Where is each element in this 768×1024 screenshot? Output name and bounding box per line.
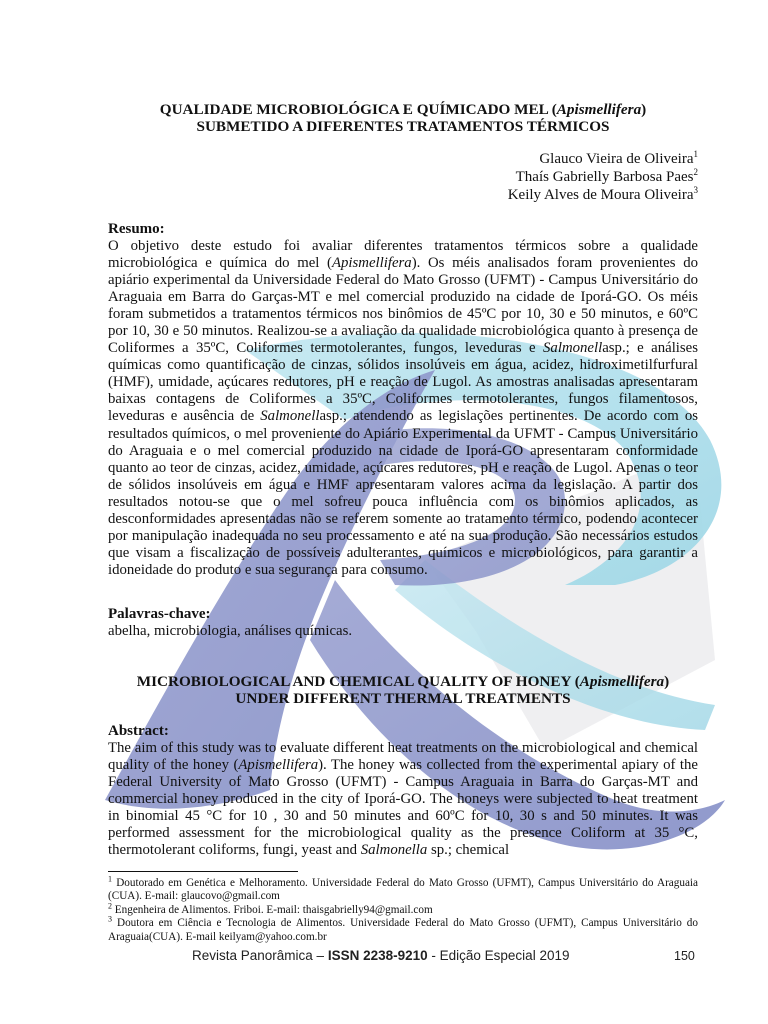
author-2	[108, 168, 698, 186]
abstract-species: Apismellifera	[238, 757, 319, 774]
author-footnote-mark: 3	[693, 185, 698, 195]
abstract-genus: Salmonella	[360, 842, 428, 859]
footnote-text: Engenheira de Alimentos. Friboi. E-mail: thaisgabrielly94@gmail.com	[112, 903, 433, 916]
resumo-heading: Resumo:	[108, 221, 165, 237]
journal-issn: ISSN 2238-9210	[327, 948, 428, 963]
footnote-number: 1	[108, 874, 112, 884]
abstract-section	[108, 723, 698, 859]
abstract-text-part: sp.; chemical	[427, 842, 510, 859]
title-en-species: Apismellifera	[579, 673, 665, 690]
title-en-line1-prefix: MICROBIOLOGICAL AND CHEMICAL QUALITY OF HONEY (	[136, 673, 580, 690]
title-pt-line1-prefix: QUALIDADE MICROBIOLÓGICA E QUÍMICADO MEL (	[159, 101, 557, 118]
author-name: Thaís Gabrielly Barbosa Paes	[515, 169, 694, 185]
resumo-text	[108, 238, 698, 579]
title-pt-line2: SUBMETIDO A DIFERENTES TRATAMENTOS TÉRMICOS	[196, 118, 610, 135]
title-pt-species: Apismellifera	[556, 101, 642, 118]
footnotes	[108, 874, 698, 944]
resumo-species: Apismellifera	[331, 255, 412, 272]
author-1	[108, 150, 698, 168]
journal-name: Revista Panorâmica –	[192, 948, 328, 963]
abstract-text-part: The aim of this study was to evaluate different heat treatments on the microbiological and chemical quality of the honey (	[108, 740, 698, 774]
footnote-text: Doutorado em Genética e Melhoramento. Universidade Federal do Mato Grosso (UFMT), Campus Universitário do Araguaia (CUA). E-mail: glaucovo@gmail.com	[108, 877, 698, 903]
author-name: Glauco Vieira de Oliveira	[539, 151, 694, 167]
page-number: 150	[674, 949, 695, 963]
abstract-text-part: ). The honey was collected from the experimental apiary of the Federal University of Mato Grosso (UFMT) - Campus Araguaia in Barra do Garças-MT and commercial honey produced in the city of Iporá-GO. The honeys were subjected to heat treatment in binomial 45 °C for 10 , 30 and 50 minutes and 60ºC for 10, 30 s and 50 minutes. It was performed assessment for the microbiological quality as the presence Coliform at 35 °C, thermotolerant coliforms, fungi, yeast and	[108, 757, 698, 859]
footnote-2	[108, 901, 698, 917]
author-name: Keily Alves de Moura Oliveira	[507, 187, 694, 203]
author-footnote-mark: 1	[693, 149, 698, 159]
footnote-3	[108, 914, 698, 944]
resumo-text-part: ). Os méis analisados foram provenientes do apiário experimental da Universidade Federal do Mato Grosso (UFMT) - Campus Universitário do Araguaia em Barra do Garças-MT e mel comercial produzido na cidade de Iporá-GO. Os méis foram submetidos a tratamentos térmicos nos binômios de 45ºC por 10, 30 e 50 minutos, e 60ºC por 10, 30 e 50 minutos. Realizou-se a avaliação da qualidade microbiológica quanto à presença de Coliformes a 35ºC, Coliformes termotolerantes, fungos, leveduras e	[108, 255, 698, 357]
resumo-text-part: asp.; e análises químicas como quantificação de cinzas, sólidos insolúveis em água, acidez, hidroximetilfurfural (HMF), umidade, açúcares redutores, pH e reação de Lugol. As amostras analisadas apresentaram baixas contagens de Coliformes a 35ºC, Coliformes termotolerantes, fungos filamentosos, leveduras e ausência de	[108, 340, 699, 425]
abstract-heading: Abstract:	[108, 723, 169, 739]
resumo-text-part: asp.; atendendo as legislações pertinentes. De acordo com os resultados químicos, o mel proveniente do Apiário Experimental da UFMT - Campus Universitário do Araguaia e o mel comercial produzido na cidade de Iporá-GO apresentaram conformidade quanto ao teor de cinzas, acidez, umidade, açúcares redutores, pH e reação de Lugol. Apenas o teor de sólidos insolúveis em água e HMF apresentaram valores acima da legislação. A partir dos resultados notou-se que o mel sofreu pouca influência com os binômios aplicados, as desconformidades apresentadas não se referem somente ao tratamento térmico, podendo acontecer por manipulação inadequada no seu processamento e até na sua produção. São necessários estudos que visam a fiscalização de possíveis adulterantes, químicos e microbiológicos, para garantir a idoneidade do produto e sua segurança para consumo.	[108, 408, 698, 578]
resumo-genus: Salmonell	[260, 408, 320, 425]
title-portuguese	[108, 101, 698, 135]
footnote-text: Doutora em Ciência e Tecnologia de Alimentos. Universidade Federal do Mato Grosso (UFMT), Campus Universitário do Araguaia(CUA). E-mail keilyam@yahoo.com.br	[108, 917, 698, 943]
journal-citation	[192, 948, 569, 963]
title-en-line2: UNDER DIFFERENT THERMAL TREATMENTS	[235, 690, 571, 707]
footnote-number: 3	[108, 914, 112, 924]
footnote-divider	[108, 871, 298, 872]
journal-edition: - Edição Especial 2019	[427, 948, 570, 963]
footnote-1	[108, 874, 698, 904]
abstract-text	[108, 740, 698, 859]
resumo-genus: Salmonell	[543, 340, 603, 357]
keywords-text: abelha, microbiologia, análises químicas.	[108, 623, 353, 639]
footnote-number: 2	[108, 901, 112, 911]
resumo-section	[108, 221, 698, 579]
author-3	[108, 186, 698, 204]
keywords-heading: Palavras-chave:	[108, 606, 211, 622]
title-pt-line1-suffix: )	[641, 101, 647, 118]
title-en-line1-suffix: )	[664, 673, 670, 690]
title-english	[108, 673, 698, 707]
keywords-section	[108, 606, 698, 640]
author-footnote-mark: 2	[693, 167, 698, 177]
author-list	[108, 150, 698, 204]
resumo-text-part: O objetivo deste estudo foi avaliar diferentes tratamentos térmicos sobre a qualidade microbiológica e química do mel (	[108, 238, 698, 272]
